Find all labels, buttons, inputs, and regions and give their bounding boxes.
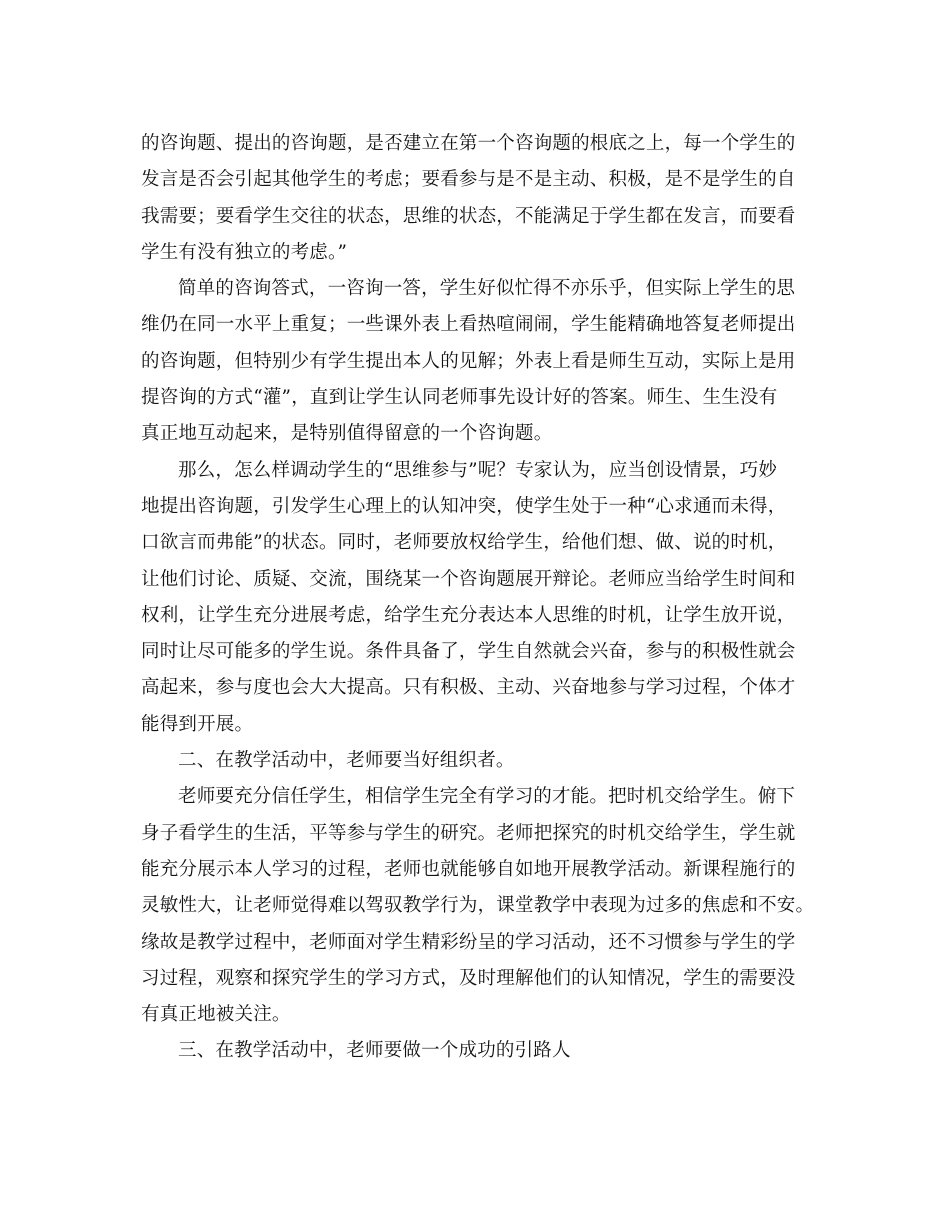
text-line: 我需要；要看学生交往的状态，思维的状态，不能满足于学生都在发言，而要看 <box>141 205 796 227</box>
text-line: 提咨询的方式“灌”，直到让学生认同老师事先设计好的答案。师生、生生没有 <box>141 387 778 409</box>
text-line: 的咨询题，但特别少有学生提出本人的见解；外表上看是师生互动，实际上是用 <box>141 350 796 372</box>
text-line: 学生有没有独立的考虑。” <box>141 241 348 263</box>
section-heading: 二、在教学活动中，老师要当好组织者。 <box>178 750 515 772</box>
paragraph-start-line: 简单的咨询答式，一咨询一答，学生好似忙得不亦乐乎，但实际上学生的思 <box>178 278 796 300</box>
text-line: 真正地互动起来，是特别值得留意的一个咨询题。 <box>141 423 553 445</box>
document-body <box>141 126 815 1070</box>
text-line: 身子看学生的生活，平等参与学生的研究。老师把探究的时机交给学生，学生就 <box>141 822 796 844</box>
section-heading: 三、在教学活动中，老师要做一个成功的引路人 <box>178 1040 571 1062</box>
text-line: 能充分展示本人学习的过程，老师也就能够自如地开展教学活动。新课程施行的 <box>141 858 796 880</box>
paragraph-start-line: 那么，怎么样调动学生的“思维参与”呢？专家认为，应当创设情景，巧妙 <box>178 459 778 481</box>
text-line: 缘故是教学过程中，老师面对学生精彩纷呈的学习活动，还不习惯参与学生的学 <box>141 931 796 953</box>
text-line: 同时让尽可能多的学生说。条件具备了，学生自然就会兴奋，参与的积极性就会 <box>141 641 796 663</box>
text-line: 地提出咨询题，引发学生心理上的认知冲突，使学生处于一种“心求通而未得， <box>141 495 787 517</box>
text-line: 有真正地被关注。 <box>141 1004 291 1026</box>
text-line: 习过程，观察和探究学生的学习方式，及时理解他们的认知情况，学生的需要没 <box>141 967 796 989</box>
text-line: 发言是否会引起其他学生的考虑；要看参与是不是主动、积极，是不是学生的自 <box>141 169 796 191</box>
text-line: 的咨询题、提出的咨询题，是否建立在第一个咨询题的根底之上，每一个学生的 <box>141 133 796 154</box>
text-line: 维仍在同一水平上重复；一些课外表上看热喧闹闹，学生能精确地答复老师提出 <box>141 314 796 336</box>
text-line: 口欲言而弗能”的状态。同时，老师要放权给学生，给他们想、做、说的时机， <box>141 532 787 554</box>
text-line: 权利，让学生充分进展考虑，给学生充分表达本人思维的时机，让学生放开说， <box>141 604 796 626</box>
text-line: 能得到开展。 <box>141 713 254 735</box>
text-line: 灵敏性大，让老师觉得难以驾驭教学行为，课堂教学中表现为过多的焦虑和不安。 <box>141 895 815 917</box>
text-line: 高起来，参与度也会大大提高。只有积极、主动、兴奋地参与学习过程，个体才 <box>141 677 796 699</box>
paragraph-start-line: 老师要充分信任学生，相信学生完全有学习的才能。把时机交给学生。俯下 <box>178 786 796 808</box>
text-line: 让他们讨论、质疑、交流，围绕某一个咨询题展开辩论。老师应当给学生时间和 <box>141 568 796 590</box>
